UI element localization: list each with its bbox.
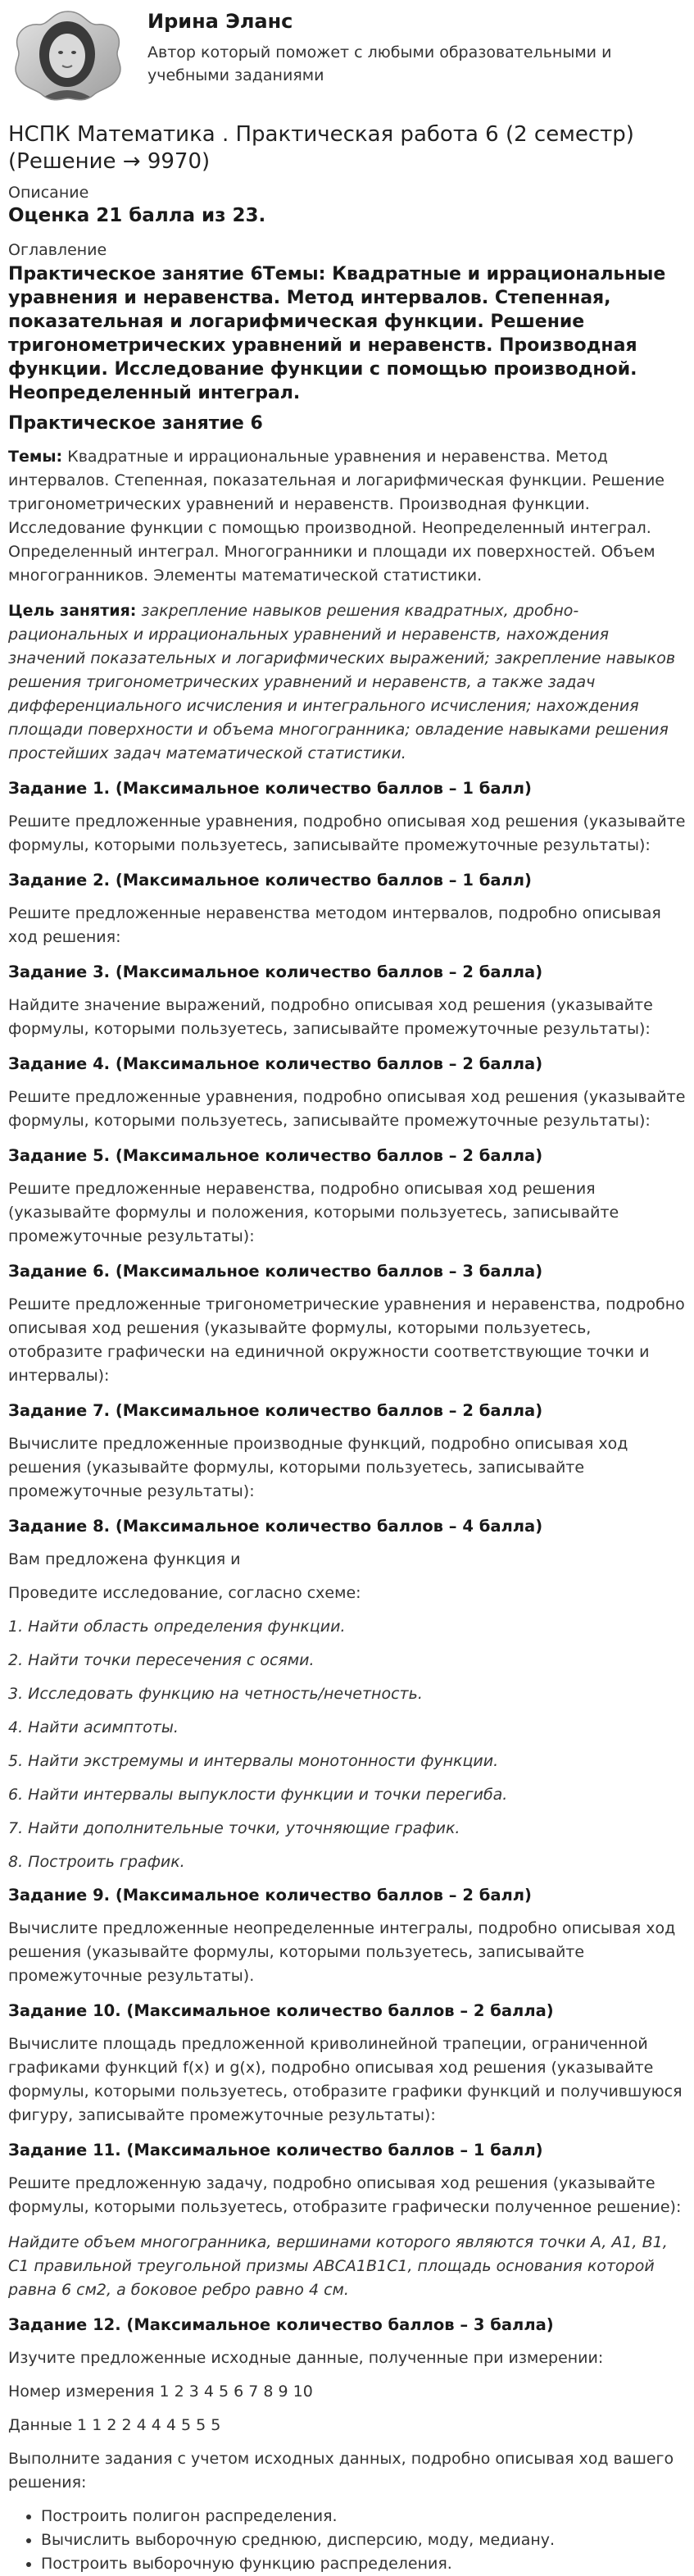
author-name[interactable]: Ирина Эланс <box>147 10 293 33</box>
task-8-step-5: 5. Найти экстремумы и интервалы монотонности функции. <box>8 1752 499 1770</box>
avatar-photo-icon <box>8 7 128 105</box>
task-12-instruction: Выполните задания с учетом исходных данных, подробно описывая ход вашего решения: <box>8 2450 674 2492</box>
work-title: НСПК Математика . Практическая работа 6 (2 семестр) (Решение → 9970) <box>8 122 634 174</box>
task-2-heading: Задание 2. (Максимальное количество баллов – 1 балл) <box>8 871 532 890</box>
task-2-body: Решите предложенные неравенства методом интервалов, подробно описывая ход решения: <box>8 904 661 946</box>
goal-text: закрепление навыков решения квадратных, дробно-рациональных и иррациональных уравнений и неравенств, нахождения значений показательных и логарифмических выражений; закрепление навыков решения тригонометрических уравнений и неравенств, а также задач дифференциального исчисления и интегрального исчисления; нахождения площади поверхности и объема многогранника; овладение навыками решения простейших задач математической статистики. <box>8 602 676 762</box>
task-8-step-7: 7. Найти дополнительные точки, уточняющие график. <box>8 1819 460 1837</box>
task-10-heading: Задание 10. (Максимальное количество баллов – 2 балла) <box>8 2001 554 2020</box>
task-12-measure: Номер измерения 1 2 3 4 5 6 7 8 9 10 <box>8 2383 313 2401</box>
goal-paragraph <box>8 599 686 766</box>
toc-label: Оглавление <box>8 241 107 259</box>
task-9-heading: Задание 9. (Максимальное количество баллов – 2 балл) <box>8 1886 532 1905</box>
list-item: • Вычислить выборочную среднюю, дисперсию, моду, медиану. <box>41 2528 686 2552</box>
author-description: Автор который поможет с любыми образовательными и учебными заданиями <box>147 43 612 84</box>
task-1-heading: Задание 1. (Максимальное количество баллов – 1 балл) <box>8 779 532 798</box>
author-info <box>147 7 639 87</box>
topics-text: Квадратные и иррациональные уравнения и неравенства. Метод интервалов. Степенная, показательная и логарифмическая функции. Решение тригонометрических уравнений и неравенств. Производная функции. Исследование функции с помощью производной. Неопределенный интеграл. Определенный интеграл. Многогранники и площади их поверхностей. Объем многогранников. Элементы математической статистики. <box>8 448 665 585</box>
topics-paragraph <box>8 445 686 588</box>
task-8-line-1: Вам предложена функция и <box>8 1550 241 1568</box>
task-1-body: Решите предложенные уравнения, подробно описывая ход решения (указывайте формулы, которыми пользуетесь, записывайте промежуточные результаты): <box>8 812 686 854</box>
task-5-heading: Задание 5. (Максимальное количество баллов – 2 балла) <box>8 1146 543 1165</box>
task-6-heading: Задание 6. (Максимальное количество баллов – 3 балла) <box>8 1262 543 1281</box>
section-heading: Практическое занятие 6 <box>8 413 263 434</box>
task-8-step-6: 6. Найти интервалы выпуклости функции и точки перегиба. <box>8 1786 508 1804</box>
task-11-body: Решите предложенную задачу, подробно описывая ход решения (указывайте формулы, которыми пользуетесь, отобразите графически полученное решение): <box>8 2174 682 2216</box>
task-12-line-1: Изучите предложенные исходные данные, полученные при измерении: <box>8 2349 604 2367</box>
list-item: • Построить полигон распределения. <box>41 2505 686 2528</box>
task-11-problem: Найдите объем многогранника, вершинами которого являются точки A, A1, B1, C1 правильной треугольной призмы ABCA1B1C1, площадь основания которой равна 6 см2, а боковое ребро равно 4 см. <box>8 2233 668 2299</box>
task-8-line-2: Проведите исследование, согласно схеме: <box>8 1584 361 1602</box>
task-6-body: Решите предложенные тригонометрические уравнения и неравенства, подробно описывая ход решения (указывайте формулы, которыми пользуетесь, отобразите графически на единичной окружности соответствующие точки и интервалы): <box>8 1295 685 1385</box>
task-8-step-8: 8. Построить график. <box>8 1853 185 1871</box>
task-4-heading: Задание 4. (Максимальное количество баллов – 2 балла) <box>8 1054 543 1073</box>
list-item: • Построить выборочную функцию распределения. <box>41 2552 686 2576</box>
task-8-step-2: 2. Найти точки пересечения с осями. <box>8 1651 315 1669</box>
task-7-body: Вычислите предложенные производные функций, подробно описывая ход решения (указывайте формулы, которыми пользуетесь, записывайте промежуточные результаты): <box>8 1435 628 1500</box>
task-8-step-3: 3. Исследовать функцию на четность/нечетность. <box>8 1685 423 1703</box>
toc-heading[interactable]: Практическое занятие 6Темы: Квадратные и иррациональные уравнения и неравенства. Метод интервалов. Степенная, показательная и логарифмическая функции. Решение тригонометрических уравнений и неравенств. Производная функции. Исследование функции с помощью производной. Неопределенный интеграл. <box>8 264 666 403</box>
task-12-data: Данные 1 1 2 2 4 4 4 5 5 5 <box>8 2416 221 2434</box>
task-12-heading: Задание 12. (Максимальное количество баллов – 3 балла) <box>8 2315 554 2334</box>
task-4-body: Решите предложенные уравнения, подробно описывая ход решения (указывайте формулы, которыми пользуетесь, записывайте промежуточные результаты): <box>8 1088 686 1130</box>
task-10-body: Вычислите площадь предложенной криволинейной трапеции, ограниченной графиками функций f(x) и g(x), подробно описывая ход решения (указывайте формулы, которыми пользуетесь, отобразите графики функций и получившуюся фигуру, записывайте промежуточные результаты): <box>8 2035 683 2124</box>
task-9-body: Вычислите предложенные неопределенные интегралы, подробно описывая ход решения (указывайте формулы, которыми пользуетесь, записывайте промежуточные результаты). <box>8 1919 676 1985</box>
task-11-heading: Задание 11. (Максимальное количество баллов – 1 балл) <box>8 2141 543 2160</box>
task-5-body: Решите предложенные неравенства, подробно описывая ход решения (указывайте формулы и положения, которыми пользуетесь, записывайте промежуточные результаты): <box>8 1180 619 1245</box>
task-3-heading: Задание 3. (Максимальное количество баллов – 2 балла) <box>8 963 543 981</box>
topics-label: Темы: <box>8 448 63 466</box>
task-8-heading: Задание 8. (Максимальное количество баллов – 4 балла) <box>8 1517 543 1536</box>
author-avatar[interactable] <box>8 7 128 105</box>
task-7-heading: Задание 7. (Максимальное количество баллов – 2 балла) <box>8 1401 543 1420</box>
description-label: Описание <box>8 184 89 202</box>
task-3-body: Найдите значение выражений, подробно описывая ход решения (указывайте формулы, которыми пользуетесь, записывайте промежуточные результаты): <box>8 996 653 1038</box>
task-8-step-1: 1. Найти область определения функции. <box>8 1618 346 1636</box>
goal-label: Цель занятия: <box>8 602 137 620</box>
grade: Оценка 21 балла из 23. <box>8 205 266 226</box>
author-header <box>8 0 686 107</box>
task-8-step-4: 4. Найти асимптоты. <box>8 1718 179 1736</box>
task-12-bullet-list <box>8 2505 686 2576</box>
